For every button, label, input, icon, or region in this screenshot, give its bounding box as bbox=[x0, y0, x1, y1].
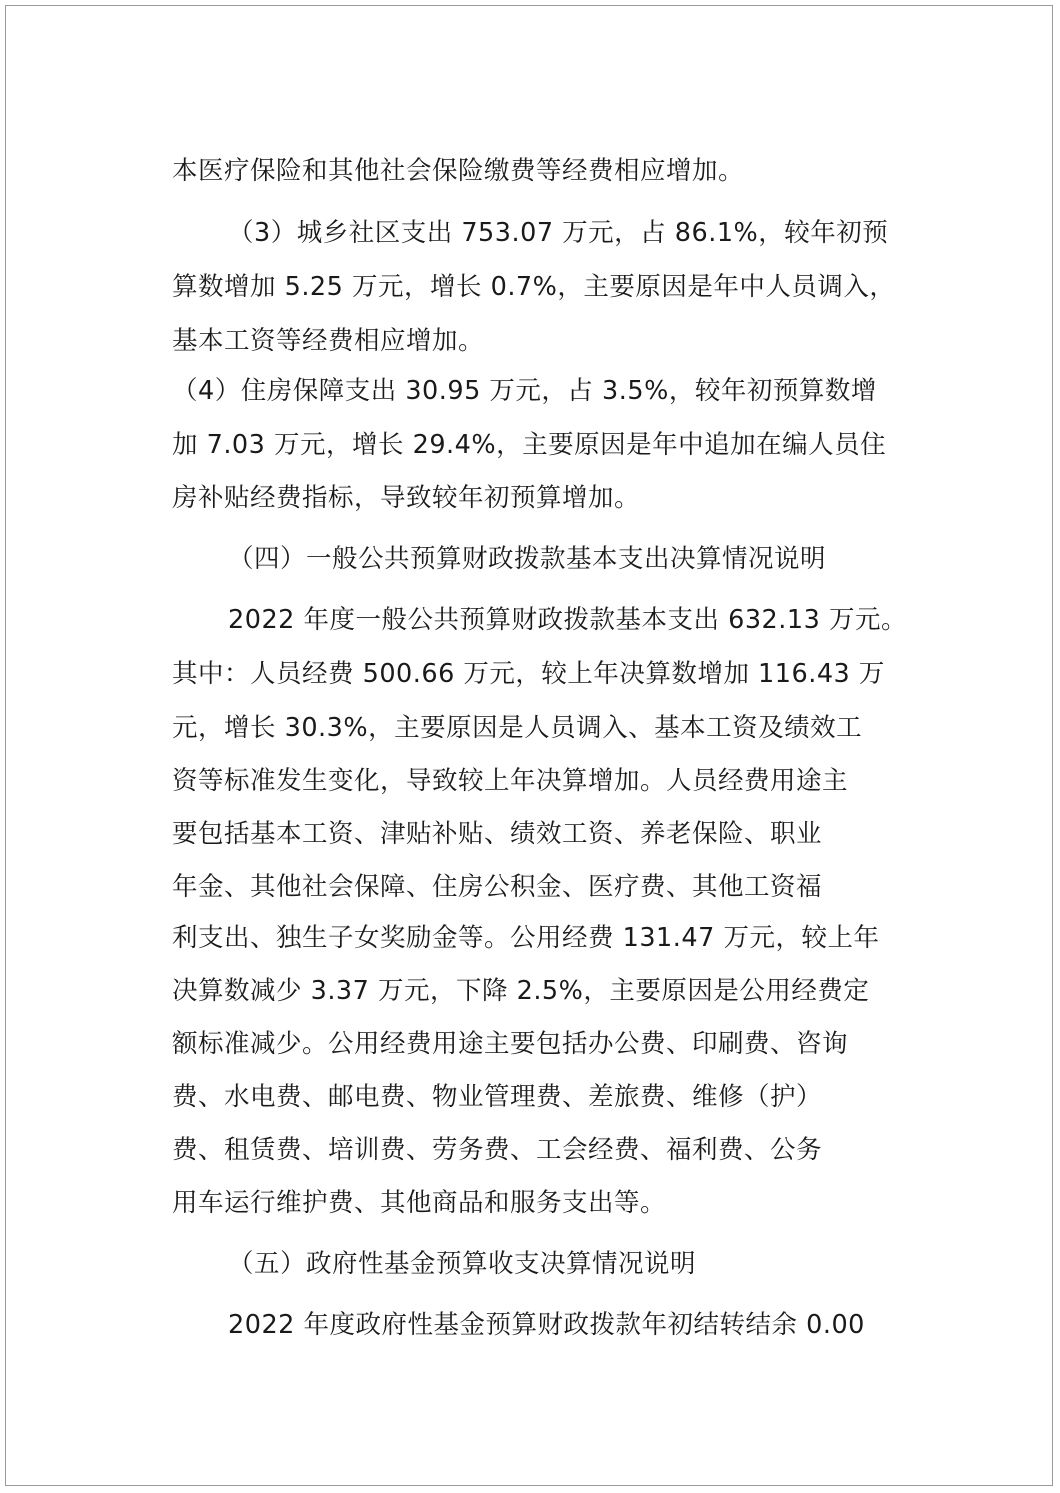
text-line: 要包括基本工资、津贴补贴、绩效工资、养老保险、职业 bbox=[172, 819, 823, 849]
text-line: 房补贴经费指标，导致较年初预算增加。 bbox=[172, 483, 641, 513]
text-line: 2022 年度政府性基金预算财政拨款年初结转结余 0.00 bbox=[228, 1310, 865, 1340]
text-line: 额标准减少。公用经费用途主要包括办公费、印刷费、咨询 bbox=[172, 1029, 849, 1059]
section-heading: （四）一般公共预算财政拨款基本支出决算情况说明 bbox=[228, 544, 827, 574]
text-line: 利支出、独生子女奖励金等。公用经费 131.47 万元，较上年 bbox=[172, 923, 880, 953]
text-line: 加 7.03 万元，增长 29.4%，主要原因是年中追加在编人员住 bbox=[172, 430, 887, 460]
text-line: 基本工资等经费相应增加。 bbox=[172, 326, 485, 356]
text-line: （3）城乡社区支出 753.07 万元，占 86.1%，较年初预 bbox=[228, 218, 889, 248]
text-line: 年金、其他社会保障、住房公积金、医疗费、其他工资福 bbox=[172, 872, 823, 902]
text-line: 2022 年度一般公共预算财政拨款基本支出 632.13 万元。 bbox=[228, 605, 907, 635]
section-heading: （五）政府性基金预算收支决算情况说明 bbox=[228, 1249, 697, 1279]
text-line: 费、水电费、邮电费、物业管理费、差旅费、维修（护） bbox=[172, 1082, 823, 1112]
text-line: 本医疗保险和其他社会保险缴费等经费相应增加。 bbox=[172, 156, 745, 186]
text-line: （4）住房保障支出 30.95 万元，占 3.5%，较年初预算数增 bbox=[172, 376, 877, 406]
text-line: 元，增长 30.3%，主要原因是人员调入、基本工资及绩效工 bbox=[172, 713, 863, 743]
text-line: 费、租赁费、培训费、劳务费、工会经费、福利费、公务 bbox=[172, 1135, 823, 1165]
text-line: 算数增加 5.25 万元，增长 0.7%，主要原因是年中人员调入， bbox=[172, 272, 896, 302]
document-page bbox=[5, 5, 1053, 1486]
text-line: 资等标准发生变化，导致较上年决算增加。人员经费用途主 bbox=[172, 766, 849, 796]
text-line: 其中：人员经费 500.66 万元，较上年决算数增加 116.43 万 bbox=[172, 659, 885, 689]
text-line: 决算数减少 3.37 万元，下降 2.5%，主要原因是公用经费定 bbox=[172, 976, 870, 1006]
text-line: 用车运行维护费、其他商品和服务支出等。 bbox=[172, 1188, 667, 1218]
